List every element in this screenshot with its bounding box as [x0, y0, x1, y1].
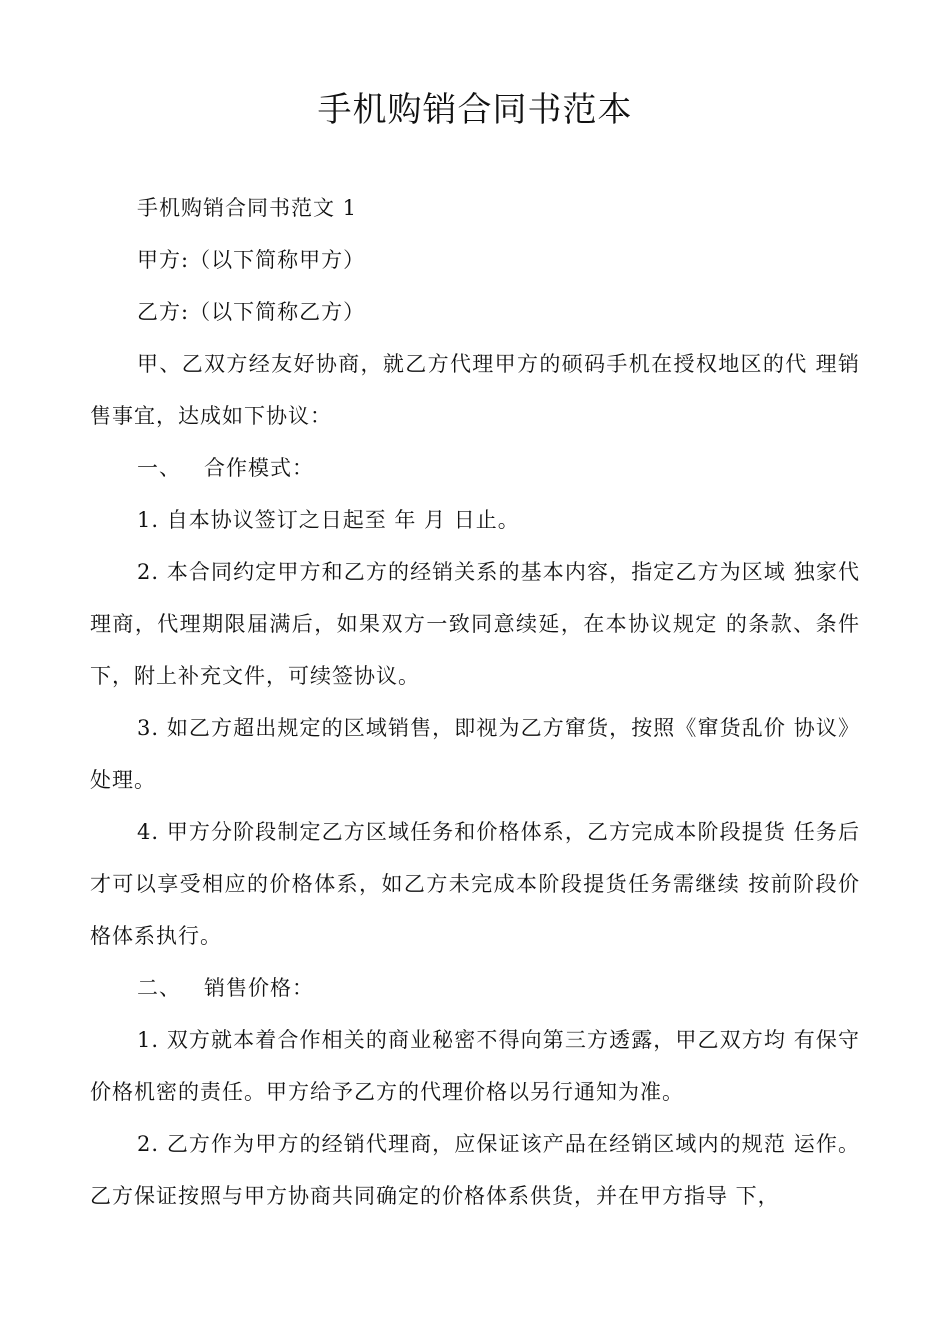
clause-1-2: 2. 本合同约定甲方和乙方的经销关系的基本内容，指定乙方为区域 独家代理商，代理期限届满后，如果双方一致同意续延，在本协议规定 的条款、条件下，附上补充文件，可续签协议。: [90, 560, 860, 688]
clause-1-3: 3. 如乙方超出规定的区域销售，即视为乙方窜货，按照《窜货乱价 协议》处理。: [90, 716, 860, 792]
clause-1-4: 4. 甲方分阶段制定乙方区域任务和价格体系，乙方完成本阶段提货 任务后才可以享受相应的价格体系，如乙方未完成本阶段提货任务需继续 按前阶段价格体系执行。: [90, 820, 860, 948]
section-heading-cooperation: 一、 合作模式：: [137, 456, 315, 480]
section-heading-price: 二、 销售价格：: [137, 976, 315, 1000]
document-body: [90, 182, 860, 1222]
clause-1-1: 1. 自本协议签订之日起至 年 月 日止。: [137, 508, 520, 532]
paragraph-party-a: 甲方:（以下简称甲方）: [137, 248, 366, 272]
clause-2-1: 1. 双方就本着合作相关的商业秘密不得向第三方透露，甲乙双方均 有保守价格机密的责任。甲方给予乙方的代理价格以另行通知为准。: [90, 1028, 860, 1104]
paragraph-party-b: 乙方:（以下简称乙方）: [137, 300, 366, 324]
clause-2-2: 2. 乙方作为甲方的经销代理商，应保证该产品在经销区域内的规范 运作。乙方保证按照与甲方协商共同确定的价格体系供货，并在甲方指导 下，: [90, 1132, 860, 1208]
paragraph-subtitle: 手机购销合同书范文 1: [137, 196, 358, 220]
document-title: 手机购销合同书范本: [317, 90, 633, 130]
paragraph-preamble: 甲、乙双方经友好协商，就乙方代理甲方的硕码手机在授权地区的代 理销售事宜，达成如下协议：: [90, 352, 860, 428]
